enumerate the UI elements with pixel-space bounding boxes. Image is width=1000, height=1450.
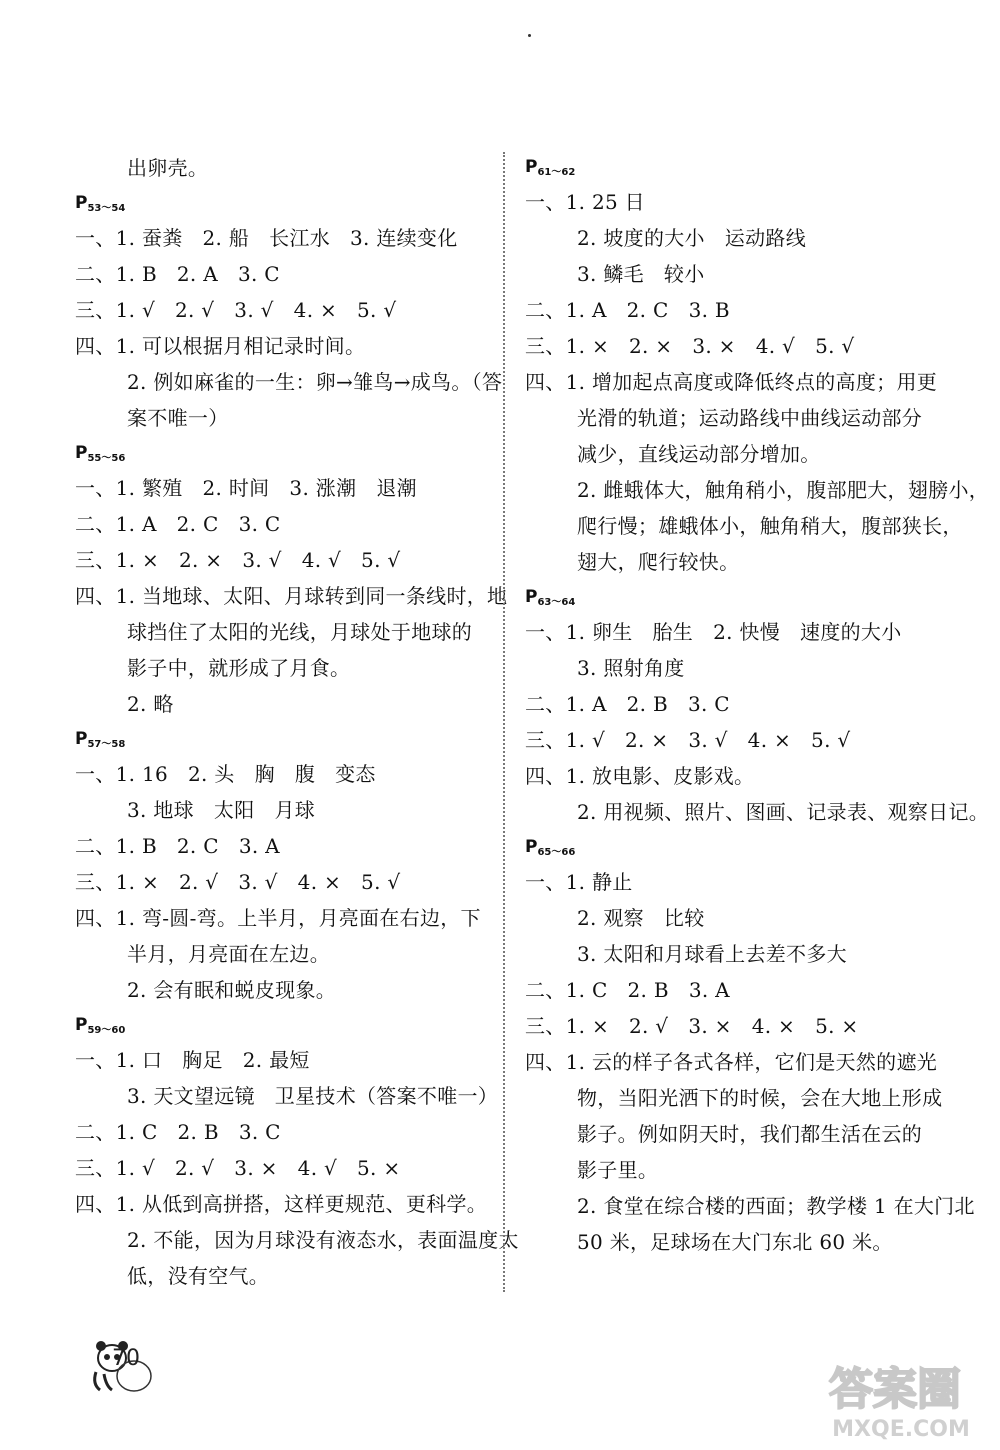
watermark-logo bbox=[805, 1352, 985, 1444]
section-heading-letter: P bbox=[75, 1015, 88, 1035]
section-heading-range: 55～56 bbox=[87, 453, 126, 464]
section-heading-letter: P bbox=[75, 729, 88, 749]
answer-line: 2. 食堂在综合楼的西面；教学楼 1 在大门北 bbox=[577, 1194, 975, 1218]
answer-line: 四、1. 从低到高拼搭，这样更规范、更科学。 bbox=[75, 1192, 488, 1216]
section-heading bbox=[75, 436, 485, 470]
section-heading bbox=[75, 722, 485, 756]
answer-line: 一、1. 口 胸足 2. 最短 bbox=[75, 1048, 310, 1072]
answer-line: 2. 观察 比较 bbox=[577, 906, 705, 930]
answer-line: 一、1. 蚕粪 2. 船 长江水 3. 连续变化 bbox=[75, 226, 458, 250]
answer-line: 影子里。 bbox=[577, 1158, 659, 1182]
answer-line: 三、1. × 2. √ 3. × 4. × 5. × bbox=[525, 1014, 859, 1038]
watermark-url: MXQE.COM bbox=[832, 1417, 970, 1442]
answer-line: 2. 雌蛾体大，触角稍小，腹部肥大，翅膀小， bbox=[577, 478, 990, 502]
answer-line: 爬行慢；雄蛾体小，触角稍大，腹部狭长， bbox=[577, 514, 963, 538]
answer-line: 一、1. 25 日 bbox=[525, 190, 645, 214]
answer-line: 三、1. √ 2. √ 3. √ 4. × 5. √ bbox=[75, 298, 397, 322]
section-heading bbox=[75, 1008, 485, 1042]
section-heading-letter: P bbox=[525, 157, 538, 177]
watermark-text: 答案圈 bbox=[829, 1364, 961, 1415]
answer-line: 物，当阳光洒下的时候，会在大地上形成 bbox=[577, 1086, 943, 1110]
section-heading-letter: P bbox=[525, 587, 538, 607]
answer-line: 四、1. 可以根据月相记录时间。 bbox=[75, 334, 366, 358]
answer-line: 二、1. A 2. B 3. C bbox=[525, 692, 730, 716]
answer-line: 三、1. × 2. × 3. × 4. √ 5. √ bbox=[525, 334, 855, 358]
section-heading bbox=[75, 186, 485, 220]
answer-line: 案不唯一） bbox=[127, 406, 229, 430]
answer-line: 3. 照射角度 bbox=[577, 656, 685, 680]
answer-line: 3. 地球 太阳 月球 bbox=[127, 798, 316, 822]
section-heading-range: 59～60 bbox=[87, 1025, 126, 1036]
section-heading-letter: P bbox=[75, 443, 88, 463]
answer-line: 光滑的轨道；运动路线中曲线运动部分 bbox=[577, 406, 923, 430]
answer-line: 四、1. 当地球、太阳、月球转到同一条线时，地 bbox=[75, 584, 508, 608]
answer-line: 二、1. B 2. A 3. C bbox=[75, 262, 280, 286]
section-heading-range: 57～58 bbox=[87, 739, 126, 750]
answer-line: 三、1. √ 2. × 3. √ 4. × 5. √ bbox=[525, 728, 851, 752]
section-heading-letter: P bbox=[75, 193, 88, 213]
page-number: 70 bbox=[112, 1346, 140, 1371]
answer-line: 翅大，爬行较快。 bbox=[577, 550, 740, 574]
answer-line: 2. 不能，因为月球没有液态水，表面温度太 bbox=[127, 1228, 519, 1252]
section-heading-range: 63～64 bbox=[537, 597, 576, 608]
answer-line: 二、1. C 2. B 3. A bbox=[525, 978, 730, 1002]
answer-line: 影子中，就形成了月食。 bbox=[127, 656, 351, 680]
left-column bbox=[75, 150, 519, 1294]
answer-line: 影子。例如阴天时，我们都生活在云的 bbox=[577, 1122, 923, 1146]
answer-line: 3. 鳞毛 较小 bbox=[577, 262, 705, 286]
answer-line: 减少，直线运动部分增加。 bbox=[577, 442, 821, 466]
answer-line: 一、1. 卵生 胎生 2. 快慢 速度的大小 bbox=[525, 620, 902, 644]
answer-line: 3. 天文望远镜 卫星技术（答案不唯一） bbox=[127, 1084, 499, 1108]
answer-line: 二、1. C 2. B 3. C bbox=[75, 1120, 281, 1144]
top-dot bbox=[528, 34, 531, 37]
answer-line: 四、1. 云的样子各式各样，它们是天然的遮光 bbox=[525, 1050, 938, 1074]
answer-line: 四、1. 放电影、皮影戏。 bbox=[525, 764, 755, 788]
section-heading-range: 65～66 bbox=[537, 847, 576, 858]
answer-line: 3. 太阳和月球看上去差不多大 bbox=[577, 942, 847, 966]
answer-line: 50 米，足球场在大门东北 60 米。 bbox=[577, 1230, 893, 1254]
answer-line: 二、1. A 2. C 3. C bbox=[75, 512, 281, 536]
section-heading-range: 53～54 bbox=[87, 203, 126, 214]
section-heading-letter: P bbox=[525, 837, 538, 857]
answer-line: 2. 会有眠和蜕皮现象。 bbox=[127, 978, 337, 1002]
answer-line: 三、1. × 2. × 3. √ 4. √ 5. √ bbox=[75, 548, 401, 572]
answer-line: 出卵壳。 bbox=[127, 156, 209, 180]
section-heading bbox=[525, 580, 945, 614]
answer-line: 2. 略 bbox=[127, 692, 174, 716]
answer-line: 半月，月亮面在左边。 bbox=[127, 942, 330, 966]
answer-line: 2. 坡度的大小 运动路线 bbox=[577, 226, 807, 250]
answer-line: 2. 例如麻雀的一生：卵→雏鸟→成鸟。（答 bbox=[127, 370, 503, 394]
answer-line: 一、1. 繁殖 2. 时间 3. 涨潮 退潮 bbox=[75, 476, 417, 500]
answer-line: 低，没有空气。 bbox=[127, 1264, 270, 1288]
answer-line: 二、1. B 2. C 3. A bbox=[75, 834, 280, 858]
answer-line: 三、1. × 2. √ 3. √ 4. × 5. √ bbox=[75, 870, 401, 894]
answer-line: 三、1. √ 2. √ 3. × 4. √ 5. × bbox=[75, 1156, 401, 1180]
right-column bbox=[525, 150, 990, 1260]
answer-line: 2. 用视频、照片、图画、记录表、观察日记。 bbox=[577, 800, 990, 824]
answer-line: 四、1. 弯-圆-弯。上半月，月亮面在右边，下 bbox=[75, 906, 481, 930]
section-heading bbox=[525, 830, 945, 864]
answer-line: 球挡住了太阳的光线，月球处于地球的 bbox=[127, 620, 473, 644]
section-heading bbox=[525, 150, 945, 184]
answer-line: 四、1. 增加起点高度或降低终点的高度；用更 bbox=[525, 370, 938, 394]
answer-line: 一、1. 16 2. 头 胸 腹 变态 bbox=[75, 762, 376, 786]
column-divider bbox=[503, 152, 505, 1292]
section-heading-range: 61～62 bbox=[537, 167, 576, 178]
answer-line: 一、1. 静止 bbox=[525, 870, 633, 894]
answer-line: 二、1. A 2. C 3. B bbox=[525, 298, 730, 322]
